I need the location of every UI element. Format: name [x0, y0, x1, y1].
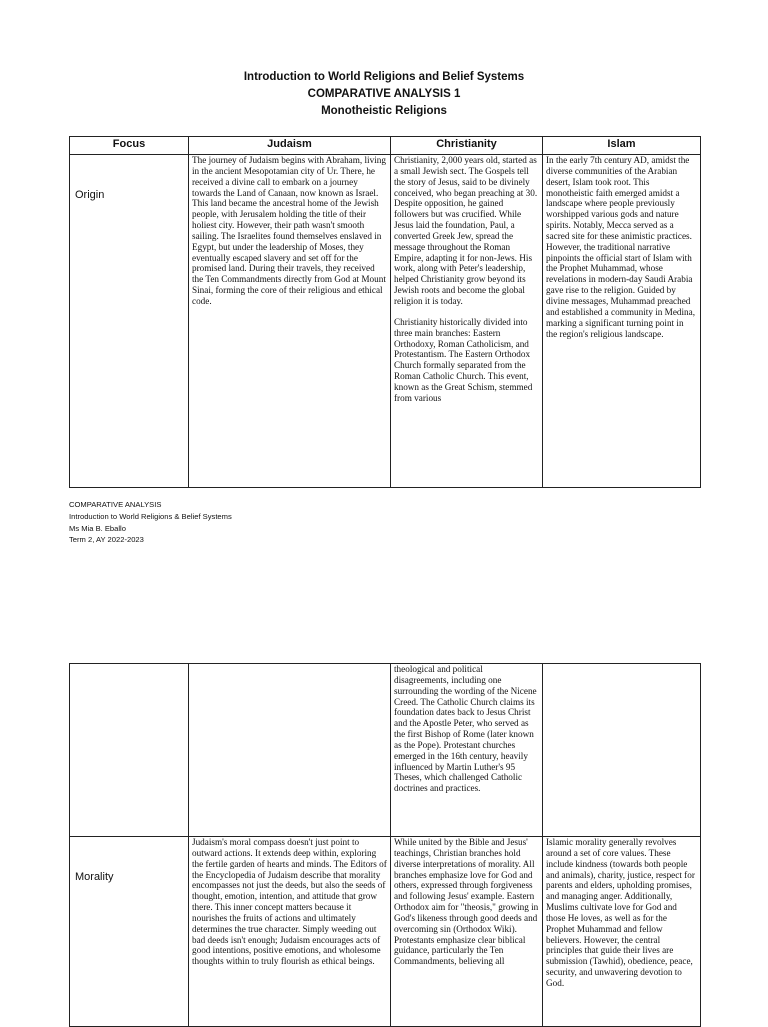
christianity-morality-cell — [391, 837, 543, 1027]
course-title: Introduction to World Religions and Belief Systems — [243, 71, 525, 83]
topic-title: Monotheistic Religions — [321, 105, 447, 117]
christianity-origin-text-3: theological and political disagreements, including one surrounding the wording of the Nicene Creed. The Catholic Church claims its foundation dates back to Jesus Christ and the Apostle Peter, who served as the first Bishop of Rome (later known as the Pope). Protestant churches emerged in the 16th century, heavily influenced by Martin Luther's 95 Theses, which challenged Catholic doctrines and practices. — [394, 664, 537, 794]
christianity-origin-cell — [391, 155, 543, 488]
islam-continuation-cell — [543, 664, 701, 837]
islam-origin-cell — [543, 155, 701, 488]
christianity-origin-text-2: Christianity historically divided into three main branches: Eastern Orthodoxy, Roman Catholicism, and Protestantism. The Eastern Orthodox Church formally separated from the Roman Catholic Church. This event, known as the Great Schism, stemmed from various — [394, 316, 533, 403]
column-header-christianity: Christianity — [391, 137, 543, 155]
page-footer — [69, 499, 232, 546]
judaism-origin-text: The journey of Judaism begins with Abraham, living in the ancient Mesopotamian city of Ur. There, he received a divine call to embark on a journey towards the Land of Canaan, now known as Israel. This land became the ancestral home of the Jewish people, with Jerusalem holding the title of their holiest city. However, their path wasn't smooth sailing. The Israelites found themselves enslaved in Egypt, but under the leadership of Moses, they eventually escaped slavery and set off for the promised land. During their travels, they received the Ten Commandments directly from God at Mount Sinai, forming the core of their religious and ethical code. — [192, 155, 386, 306]
column-header-focus: Focus — [70, 137, 189, 155]
column-header-judaism: Judaism — [189, 137, 391, 155]
footer-line-1: COMPARATIVE ANALYSIS — [69, 500, 162, 509]
islam-origin-text: In the early 7th century AD, amidst the diverse communities of the Arabian desert, Islam took root. This monotheistic faith emerged amidst a landscape where people previously worshipped various gods and nature spirits. Notably, Mecca served as a sacred site for these animistic practices. However, the traditional narrative pinpoints the official start of Islam with the Prophet Muhammad, whose revelations in modern-day Saudi Arabia gave rise to the religion. Guided by divine messages, Muhammad preached and established a community in Medina, marking a significant turning point in the region's religious landscape. — [546, 155, 696, 339]
table-row-origin — [70, 155, 701, 488]
judaism-morality-cell — [189, 837, 391, 1027]
table-header-row — [70, 137, 701, 155]
christianity-origin-text-1: Christianity, 2,000 years old, started as a small Jewish sect. The Gospels tell the story of Jesus, said to be divinely conceived, who began preaching at 30. Despite opposition, he gained followers but was crucified. While Jesus laid the foundation, Paul, a converted Greek Jew, spread the message throughout the Roman Empire, adapting it for non-Jews. His work, along with Peter's leadership, helped Christianity grow beyond its Jewish roots and become the global religion it is today. — [394, 155, 538, 306]
focus-label-morality: Morality — [75, 871, 114, 883]
analysis-title: COMPARATIVE ANALYSIS 1 — [307, 88, 461, 100]
focus-cell-origin — [70, 155, 189, 488]
footer-line-3: Ms Mia B. Eballo — [69, 523, 126, 533]
focus-cell-empty — [70, 664, 189, 837]
comparison-table-page2 — [69, 663, 701, 1027]
islam-morality-cell — [543, 837, 701, 1027]
christianity-continuation-cell — [391, 664, 543, 837]
footer-line-4: Term 2, AY 2022-2023 — [69, 535, 144, 545]
table-row-continuation — [70, 664, 701, 837]
islam-morality-text: Islamic morality generally revolves around a set of core values. These include kindness (towards both people and animals), charity, justice, respect for parents and elders, upholding promises, and managing anger. Additionally, Muslims cultivate love for God and those He loves, as well as for the Prophet Muhammad and fellow believers. However, the central principles that guide their lives are submission (Tawhid), obedience, peace, security, and unwavering devotion to God. — [546, 837, 695, 988]
focus-cell-morality — [70, 837, 189, 1027]
focus-label-origin: Origin — [75, 189, 105, 201]
comparison-table-page1 — [69, 136, 701, 488]
footer-line-2: Introduction to World Religions & Belief Systems — [69, 511, 232, 521]
document-header — [0, 69, 768, 120]
table-row-morality — [70, 837, 701, 1027]
christianity-morality-text: While united by the Bible and Jesus' teachings, Christian branches hold diverse interpretations of morality. All branches emphasize love for God and others, expressed through forgiveness and following Jesus' example. Eastern Orthodox aim for "theosis," growing in God's likeness through good deeds and overcoming sin (Orthodox Wiki). Protestants emphasize clear biblical guidance, particularly the Ten Commandments, believing all — [394, 837, 539, 967]
judaism-morality-text: Judaism's moral compass doesn't just point to outward actions. It extends deep within, exploring the fertile garden of hearts and minds. The Editors of the Encyclopedia of Judaism describe that morality encompasses not just the deeds, but also the seeds of thought, emotion, intention, and attitude that grow there. This inner concept matters because it nourishes the fruits of actions and ultimately determines the true character. Simply weeding out bad deeds isn't enough; Judaism encourages acts of good intentions, positive emotions, and wholesome thoughts within to truly flourish as ethical beings. — [192, 837, 387, 967]
column-header-islam: Islam — [543, 137, 701, 155]
judaism-continuation-cell — [189, 664, 391, 837]
judaism-origin-cell — [189, 155, 391, 488]
